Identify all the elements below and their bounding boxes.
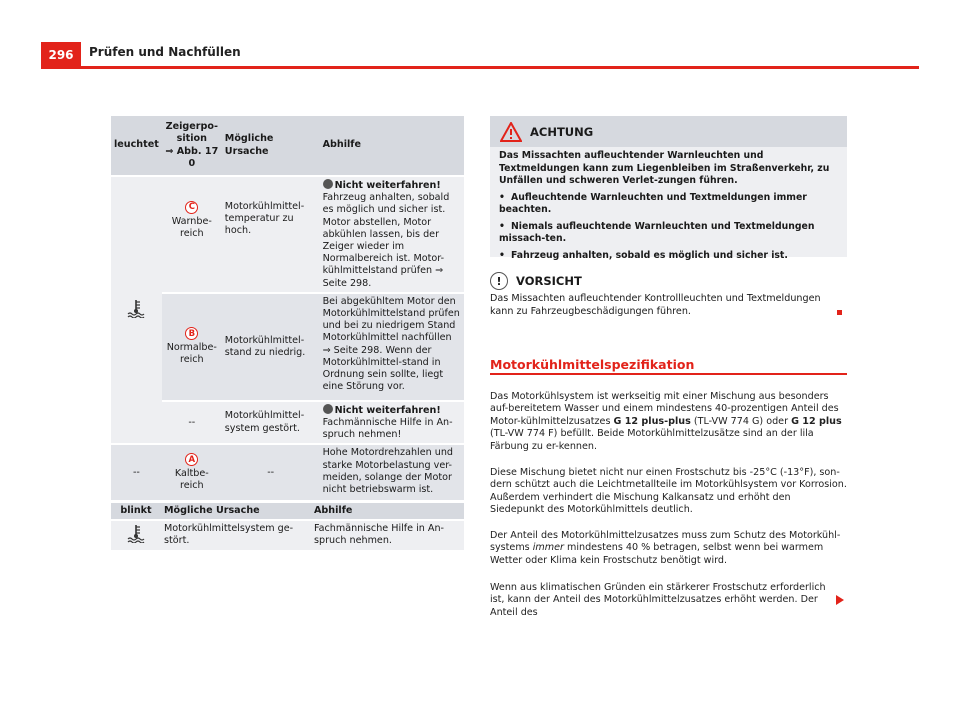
header-rule <box>41 66 919 69</box>
table-header-row <box>111 503 464 520</box>
warning-bullet: • Niemals aufleuchtende Warnleuchten und Textmeldungen missach-ten. <box>499 220 815 244</box>
warning-title: ACHTUNG <box>530 124 594 139</box>
blinking-light-table <box>111 503 464 550</box>
col-lit: leuchtet <box>114 139 159 151</box>
letter-a-badge: A <box>185 453 198 466</box>
warning-triangle-icon <box>500 122 522 142</box>
warning-header <box>490 116 847 147</box>
section-rule <box>490 373 847 375</box>
remedy-cell: Nicht weiterfahren! Fachmännische Hilfe in An-spruch nehmen! <box>322 404 453 441</box>
table-row <box>111 176 464 293</box>
paragraph: Wenn aus klimatischen Gründen ein stärkerer Frostschutz erforderlich ist, kann der Anteil des Motorkühlmittelzusatzes erhöht werden. Der Anteil des <box>490 582 826 618</box>
remedy-cell: Hohe Motordrehzahlen und starke Motorbelastung ver-meiden, solange der Motor nicht betriebswarm ist. <box>322 447 453 496</box>
continue-arrow-icon <box>836 595 844 605</box>
warning-box <box>490 116 847 261</box>
running-title: Prüfen und Nachfüllen <box>89 45 241 59</box>
col-remedy: Abhilfe <box>314 505 353 516</box>
position-cell: B Normalbe-reich <box>166 328 217 366</box>
page-number: 296 <box>41 42 81 68</box>
coolant-icon-cell <box>111 520 161 549</box>
paragraph: Das Motorkühlsystem ist werkseitig mit einer Mischung aus besonders auf-bereitetem Wasser und einem mindestens 40-prozentigen Anteil des Motor-kühlmittelzusatzes G 12 plus-plus (TL-VW 774 G) oder G 12 plus (TL-VW 774 F) befüllt. Beide Motorkühlmittelzusätze sind an der lila Färbung zu er-kennen. <box>490 391 842 452</box>
indicator-cell: -- <box>132 466 140 478</box>
col-blinks: blinkt <box>120 505 152 516</box>
paragraph: Der Anteil des Motorkühlmittelzusatzes muss zum Schutz des Motorkühl-systems immer mindestens 40 % betragen, selbst wenn bei warmem Wetter oder Klima kein Frostschutz benötigt wird. <box>490 530 841 566</box>
col-needle-position: Zeigerpo-sition ⇒ Abb. 17 0 <box>165 121 219 169</box>
position-cell: -- <box>188 416 196 428</box>
section-end-marker <box>837 310 842 315</box>
caution-note <box>490 272 847 318</box>
caution-text: Das Missachten aufleuchtender Kontrollleuchten und Textmeldungen kann zu Fahrzeugbeschädigungen führen. <box>490 293 821 317</box>
warning-bullet: • Fahrzeug anhalten, sobald es möglich und sicher ist. <box>499 249 788 261</box>
letter-b-badge: B <box>185 327 198 340</box>
table-row <box>111 401 464 445</box>
cause-cell: -- <box>267 466 275 478</box>
table-header-row <box>111 116 464 176</box>
letter-c-badge: C <box>185 201 198 214</box>
warning-body <box>490 147 847 269</box>
table-row <box>111 293 464 401</box>
col-cause: Mögliche Ursache <box>164 505 260 516</box>
section-heading: Motorkühlmittelspezifikation <box>490 357 695 372</box>
warning-bullet: • Aufleuchtende Warnleuchten und Textmeldungen immer beachten. <box>499 191 807 215</box>
paragraph: Diese Mischung bietet nicht nur einen Frostschutz bis -25°C (-13°F), son-dern schützt auch die Leichtmetallteile im Motorkühlsystem vor Korrosion. Außerdem verhindert die Mischung Kalkansatz und erhöht den Siedepunkt des Motorkühlmittels deutlich. <box>490 467 847 516</box>
exclamation-icon: ! <box>490 272 508 290</box>
warning-intro: Das Missachten aufleuchtender Warnleuchten und Textmeldungen kann zum Liegenbleiben im Straßenverkehr, zu Unfällen und schweren Verlet-zungen führen. <box>499 150 830 186</box>
stop-icon <box>323 404 333 414</box>
position-cell: A Kaltbe-reich <box>174 454 209 492</box>
coolant-temperature-icon <box>126 523 146 543</box>
cause-cell: Motorkühlmittel-stand zu niedrig. <box>224 334 306 358</box>
position-cell: C Warnbe-reich <box>171 202 212 240</box>
remedy-cell: Fachmännische Hilfe in An-spruch nehmen. <box>314 523 445 547</box>
cause-cell: Motorkühlmittelsystem ge-stört. <box>164 523 294 547</box>
col-remedy: Abhilfe <box>322 139 361 151</box>
cause-cell: Motorkühlmittel-temperatur zu hoch. <box>224 201 305 237</box>
stop-icon <box>323 179 333 189</box>
warning-light-table <box>111 116 464 500</box>
table-row <box>111 520 464 549</box>
caution-title: VORSICHT <box>516 274 582 288</box>
remedy-cell: Bei abgekühltem Motor den Motorkühlmittelstand prüfen und bei zu niedrigem Stand Motorkühlmittel nachfüllen ⇒ Seite 298. Wenn der Motorkühlmittel-stand in Ordnung sein sollte, liegt eine Störung vor. <box>322 295 460 393</box>
coolant-temperature-icon <box>126 298 146 318</box>
coolant-icon-cell <box>111 176 162 444</box>
remedy-cell: Nicht weiterfahren! Fahrzeug anhalten, sobald es möglich und sicher ist. Motor abstellen, Motor abkühlen lassen, bis der Zeiger wieder im Normalbereich ist. Motor-kühlmittelstand prüfen ⇒ Seite 298. <box>322 180 450 289</box>
caution-header <box>490 272 847 290</box>
table-row <box>111 444 464 500</box>
col-cause: Mögliche Ursache <box>224 133 274 157</box>
cause-cell: Motorkühlmittel-system gestört. <box>224 410 305 434</box>
